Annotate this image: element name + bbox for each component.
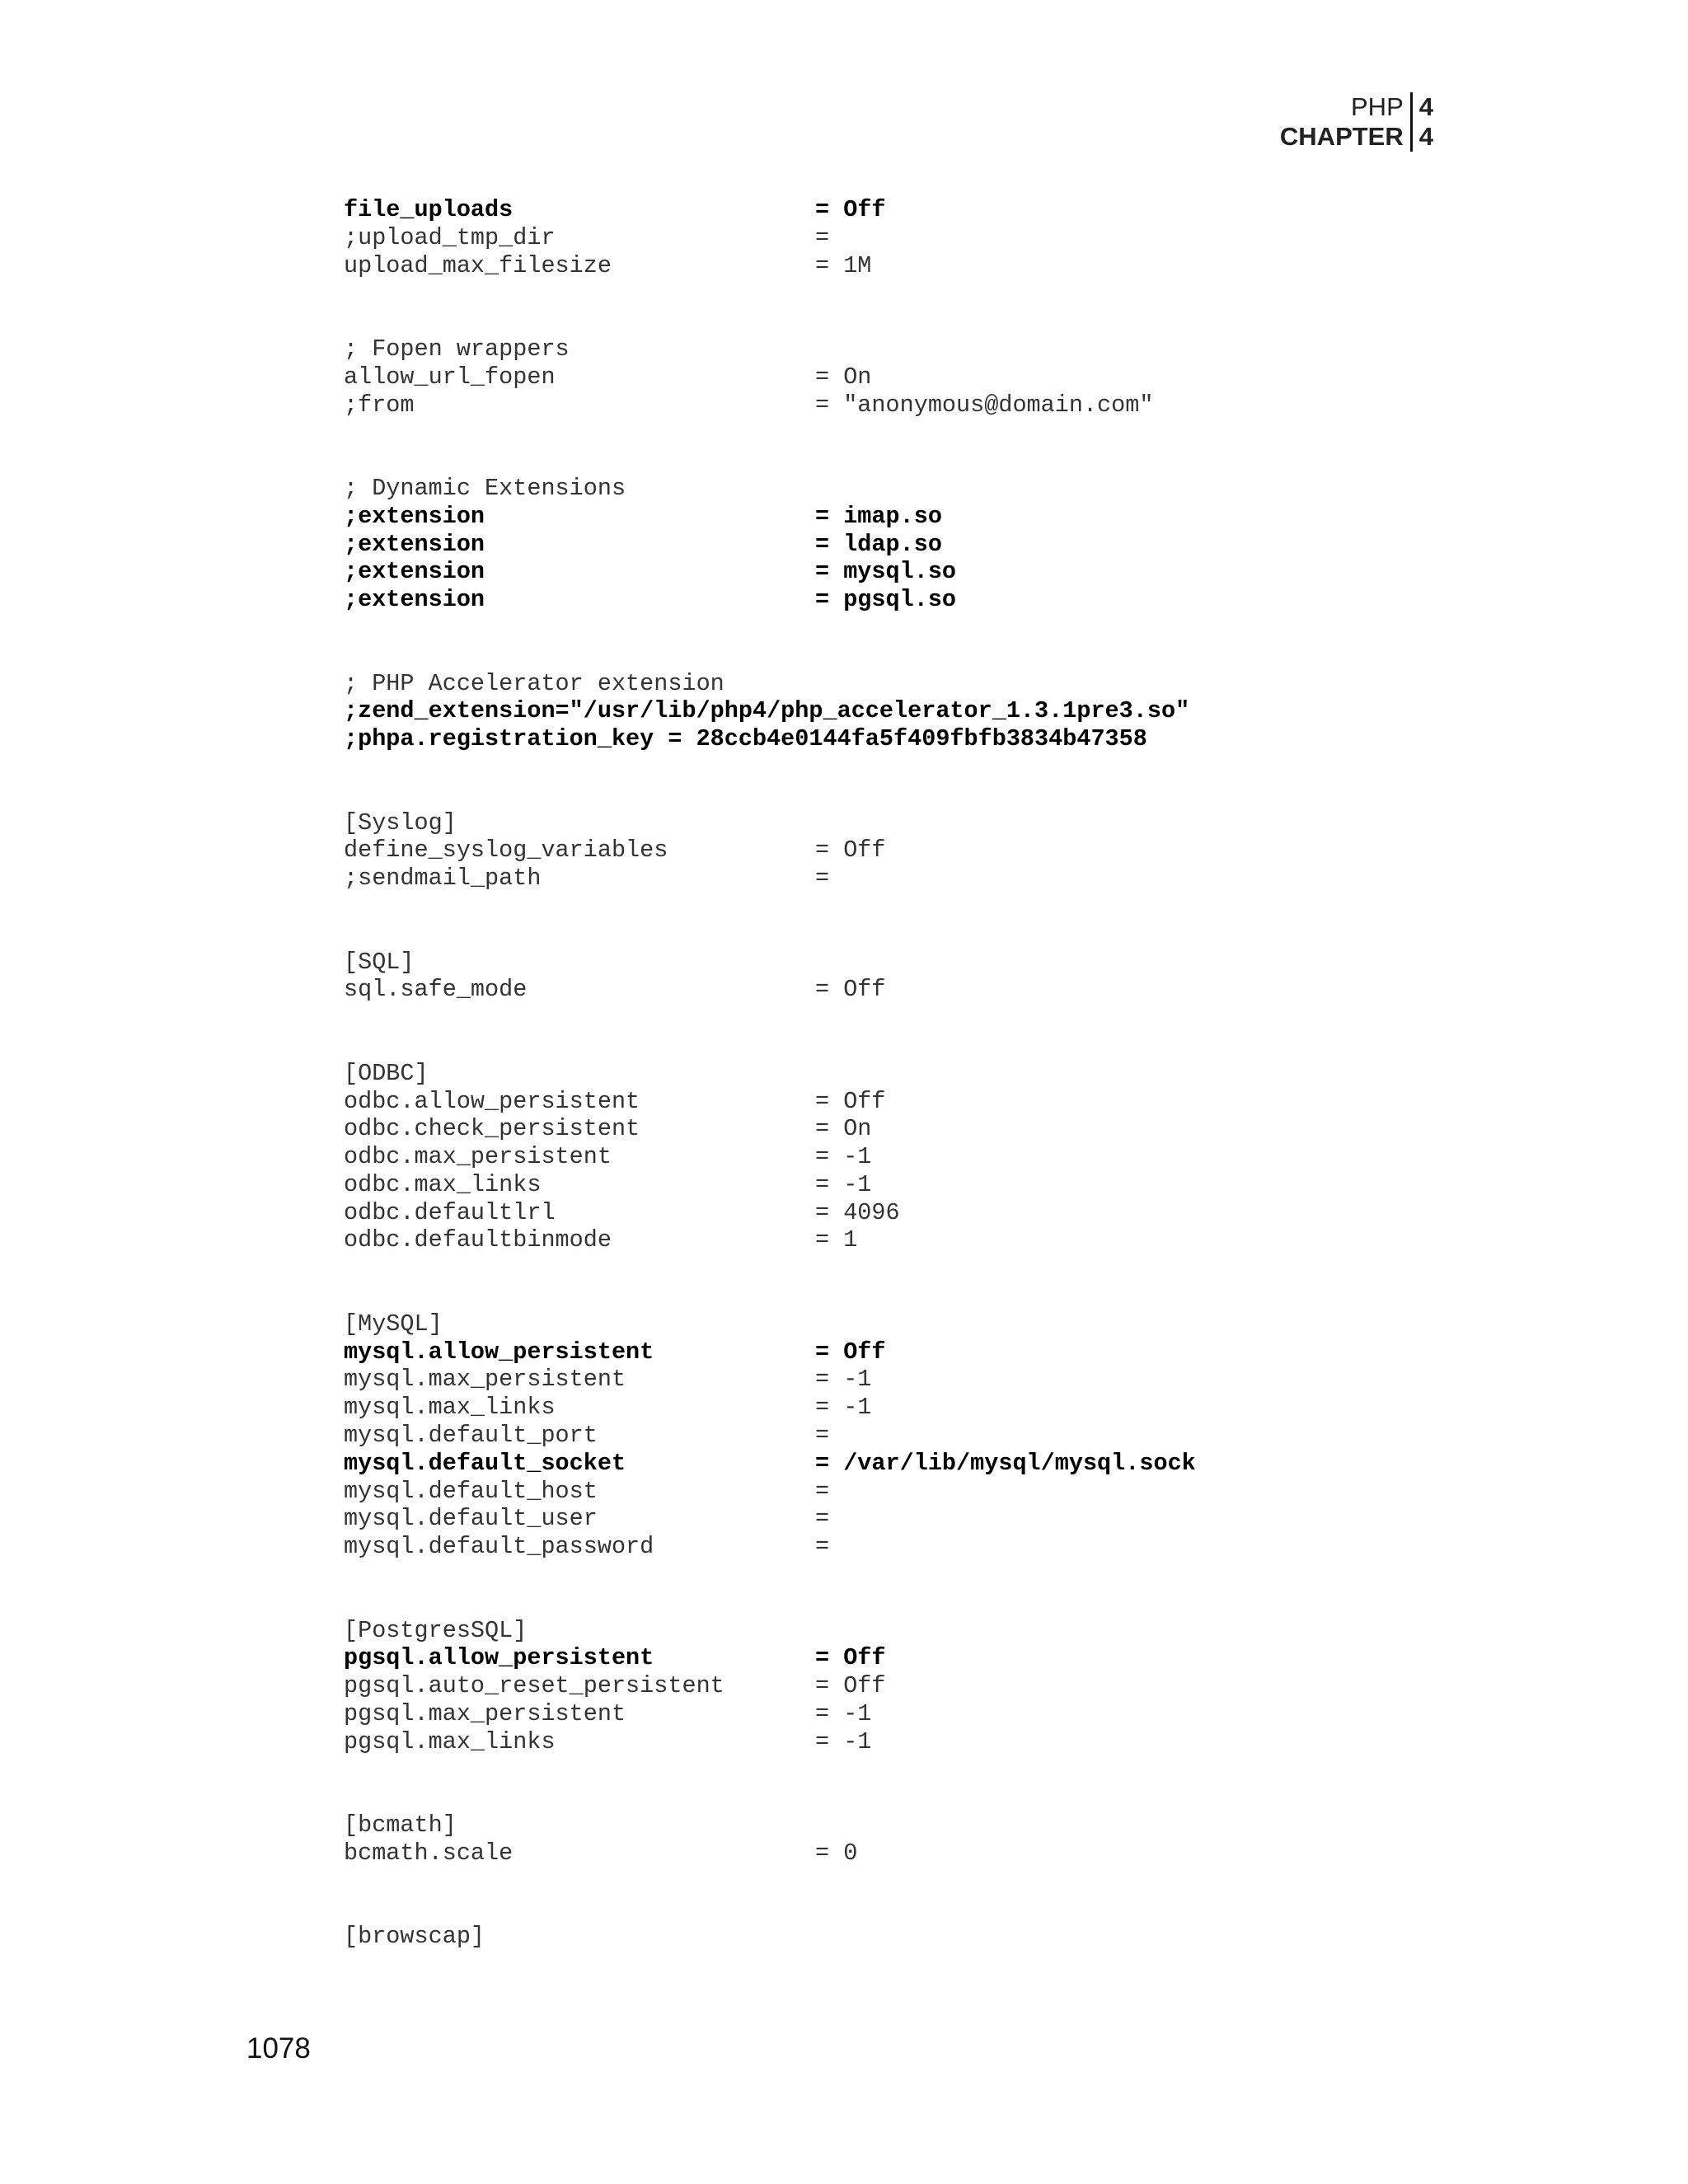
blank-line (344, 447, 1196, 475)
config-value: = -1 (815, 1394, 872, 1422)
page-number: 1078 (246, 2032, 311, 2064)
config-entry (344, 1505, 1196, 1533)
config-key: sql.safe_mode (344, 976, 528, 1004)
config-entry (344, 531, 1196, 559)
config-value: = -1 (815, 1727, 872, 1755)
config-entry (344, 1700, 1196, 1728)
code-line: ; Fopen wrappers (344, 335, 570, 363)
config-listing (344, 196, 1196, 1951)
config-key: mysql.default_host (344, 1477, 598, 1505)
config-entry (344, 1533, 1196, 1561)
config-entry (344, 1672, 1196, 1700)
blank-line (344, 753, 1196, 781)
blank-line (344, 921, 1196, 949)
config-value: = -1 (815, 1366, 872, 1394)
config-value: = Off (815, 1644, 886, 1672)
config-key: odbc.check_persistent (344, 1115, 640, 1143)
blank-line (344, 1783, 1196, 1811)
config-entry (344, 837, 1196, 865)
config-value: = Off (815, 1087, 886, 1115)
blank-line (344, 614, 1196, 642)
config-entry (344, 363, 1196, 391)
config-value: = Off (815, 976, 886, 1004)
config-key: mysql.default_password (344, 1533, 654, 1561)
config-entry (344, 1199, 1196, 1227)
config-value: = ldap.so (815, 530, 942, 558)
config-value: = -1 (815, 1143, 872, 1171)
blank-line (344, 279, 1196, 307)
config-value: = On (815, 1115, 872, 1143)
config-value: = (815, 1533, 830, 1561)
blank-line (344, 1561, 1196, 1589)
config-entry (344, 224, 1196, 252)
config-value: = imap.so (815, 502, 942, 530)
config-value: = 4096 (815, 1198, 900, 1226)
code-line: [SQL] (344, 948, 415, 976)
config-key: pgsql.max_links (344, 1727, 556, 1755)
blank-line (344, 1868, 1196, 1896)
config-key: odbc.max_links (344, 1170, 542, 1198)
header-chapter-number: 4 (1410, 122, 1433, 152)
config-key: ;sendmail_path (344, 865, 542, 893)
config-key: pgsql.auto_reset_persistent (344, 1672, 724, 1700)
config-value: = -1 (815, 1170, 872, 1198)
header-book-number: 4 (1410, 92, 1433, 122)
blank-line (344, 419, 1196, 447)
config-entry (344, 1422, 1196, 1450)
config-key: mysql.max_links (344, 1394, 556, 1422)
config-key: mysql.default_user (344, 1505, 598, 1533)
config-value: = (815, 223, 830, 251)
config-value: = 0 (815, 1840, 858, 1868)
code-line: [browscap] (344, 1923, 485, 1951)
config-value: = 1M (815, 251, 872, 279)
config-value: = Off (815, 1338, 886, 1366)
header-chapter-label: CHAPTER (1279, 122, 1404, 151)
config-entry (344, 1644, 1196, 1672)
blank-line (344, 893, 1196, 921)
config-value: = (815, 1422, 830, 1450)
blank-line (344, 1254, 1196, 1282)
config-key: allow_url_fopen (344, 363, 556, 391)
config-value: = mysql.so (815, 558, 957, 586)
code-line: [ODBC] (344, 1059, 429, 1087)
config-value: = -1 (815, 1700, 872, 1728)
config-entry (344, 976, 1196, 1004)
config-entry (344, 1115, 1196, 1143)
config-entry (344, 1366, 1196, 1394)
config-key: bcmath.scale (344, 1840, 513, 1868)
config-value: = Off (815, 1672, 886, 1700)
config-key: ;extension (344, 530, 485, 558)
config-value: = On (815, 363, 872, 391)
config-key: mysql.allow_persistent (344, 1338, 654, 1366)
config-entry (344, 1450, 1196, 1478)
config-key: ;extension (344, 502, 485, 530)
config-key: upload_max_filesize (344, 251, 612, 279)
config-key: pgsql.max_persistent (344, 1700, 626, 1728)
config-key: define_syslog_variables (344, 837, 668, 865)
blank-line (344, 642, 1196, 670)
config-entry (344, 1338, 1196, 1366)
config-entry (344, 558, 1196, 586)
blank-line (344, 1896, 1196, 1924)
header-row-title (1280, 92, 1433, 122)
blank-line (344, 781, 1196, 809)
blank-line (344, 1032, 1196, 1060)
config-entry (344, 391, 1196, 419)
code-line: [PostgresSQL] (344, 1616, 528, 1644)
blank-line (344, 1589, 1196, 1617)
config-key: odbc.defaultbinmode (344, 1226, 612, 1254)
config-key: ;extension (344, 586, 485, 614)
config-entry (344, 586, 1196, 614)
config-value: = pgsql.so (815, 586, 957, 614)
config-value: = "anonymous@domain.com" (815, 391, 1154, 419)
config-key: ;from (344, 391, 415, 419)
header-book-title: PHP (1351, 92, 1404, 121)
code-line: ; Dynamic Extensions (344, 474, 626, 502)
blank-line (344, 307, 1196, 335)
config-entry (344, 503, 1196, 531)
config-key: pgsql.allow_persistent (344, 1644, 654, 1672)
config-key: mysql.max_persistent (344, 1366, 626, 1394)
config-key: odbc.max_persistent (344, 1143, 612, 1171)
running-header (1280, 92, 1433, 175)
config-value: = (815, 1477, 830, 1505)
config-entry (344, 1478, 1196, 1506)
config-key: ;upload_tmp_dir (344, 223, 556, 251)
config-key: file_uploads (344, 196, 513, 223)
config-entry (344, 252, 1196, 280)
header-row-chapter (1280, 122, 1433, 152)
blank-line (344, 1282, 1196, 1310)
config-key: odbc.allow_persistent (344, 1087, 640, 1115)
code-line: ; PHP Accelerator extension (344, 669, 724, 697)
config-entry (344, 1840, 1196, 1868)
config-entry (344, 1394, 1196, 1422)
config-value: = (815, 865, 830, 893)
config-entry (344, 1226, 1196, 1254)
config-value: = Off (815, 837, 886, 865)
config-entry (344, 196, 1196, 224)
config-value: = 1 (815, 1226, 858, 1254)
config-key: mysql.default_port (344, 1422, 598, 1450)
code-line: ;zend_extension="/usr/lib/php4/php_accelerator_1.3.1pre3.so" (344, 697, 1190, 725)
config-entry (344, 865, 1196, 893)
code-line: [bcmath] (344, 1811, 457, 1840)
config-key: odbc.defaultlrl (344, 1198, 556, 1226)
code-line: [Syslog] (344, 808, 457, 837)
blank-line (344, 1756, 1196, 1784)
config-entry (344, 1143, 1196, 1171)
config-key: mysql.default_socket (344, 1449, 626, 1477)
code-line: [MySQL] (344, 1310, 443, 1338)
config-value: = /var/lib/mysql/mysql.sock (815, 1449, 1196, 1477)
config-value: = Off (815, 196, 886, 223)
config-entry (344, 1728, 1196, 1756)
blank-line (344, 1004, 1196, 1032)
code-line: ;phpa.registration_key = 28ccb4e0144fa5f409fbfb3834b47358 (344, 725, 1147, 753)
config-key: ;extension (344, 558, 485, 586)
config-entry (344, 1088, 1196, 1116)
config-entry (344, 1171, 1196, 1199)
config-value: = (815, 1505, 830, 1533)
